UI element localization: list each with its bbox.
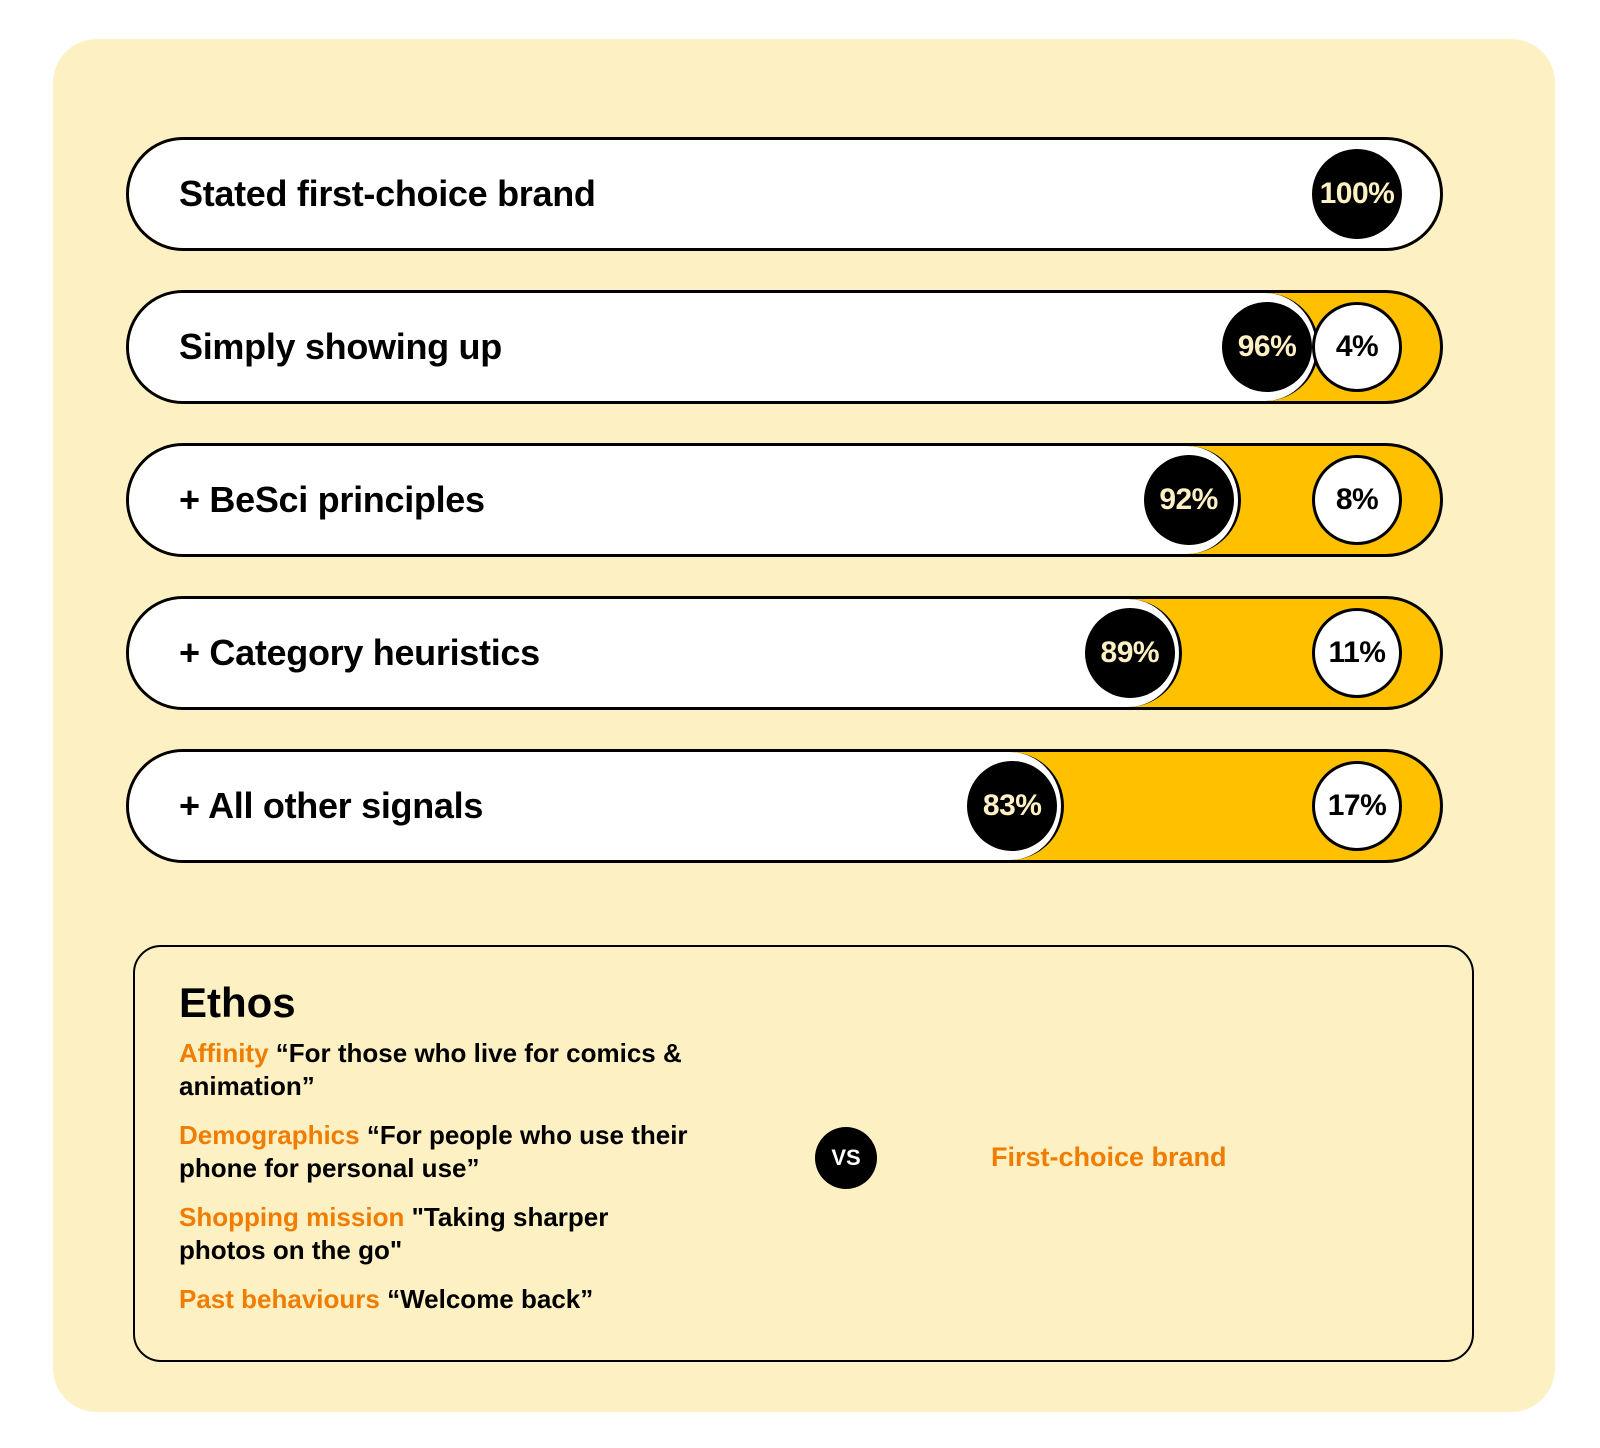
first-choice-brand-label: First-choice brand [991,1142,1227,1172]
ethos-panel [133,945,1474,1362]
ethos-item-key: Affinity [179,1038,269,1068]
bar-value-main: 89% [1085,608,1175,698]
ethos-item-text: “Welcome back” [387,1284,594,1314]
ethos-item-shopping-mission [179,1201,699,1267]
bar-row [126,137,1443,251]
bar-value-main: 83% [967,761,1057,851]
bar-label: + BeSci principles [179,479,485,520]
bar-row [126,749,1443,863]
bar-row [126,596,1443,710]
ethos-item-past-behaviours [179,1283,699,1316]
bar-row [126,443,1443,557]
ethos-item-key: Shopping mission [179,1202,405,1232]
ethos-item-demographics [179,1119,699,1185]
bar-label: + All other signals [179,785,484,826]
bar-value-main: 100% [1312,149,1402,239]
ethos-item-text: “For those who live for comics & animation” [179,1038,682,1101]
bar-value-rest: 17% [1312,761,1402,851]
bar-label: Stated first-choice brand [179,173,596,214]
vs-badge: VS [815,1127,877,1189]
ethos-item-text: "Taking sharper photos on the go" [179,1202,609,1265]
ethos-title: Ethos [179,979,296,1026]
bar-label: + Category heuristics [179,632,540,673]
bar-row [126,290,1443,404]
ethos-list [179,1037,699,1332]
ethos-item-text: “For people who use their phone for personal use” [179,1120,688,1183]
bar-value-rest: 4% [1312,302,1402,392]
bar-value-rest: 11% [1312,608,1402,698]
ethos-item-key: Demographics [179,1120,360,1150]
ethos-item-key: Past behaviours [179,1284,380,1314]
bar-value-rest: 8% [1312,455,1402,545]
bar-value-main: 96% [1222,302,1312,392]
ethos-item-affinity [179,1037,699,1103]
bar-value-main: 92% [1144,455,1234,545]
bar-label: Simply showing up [179,326,502,367]
